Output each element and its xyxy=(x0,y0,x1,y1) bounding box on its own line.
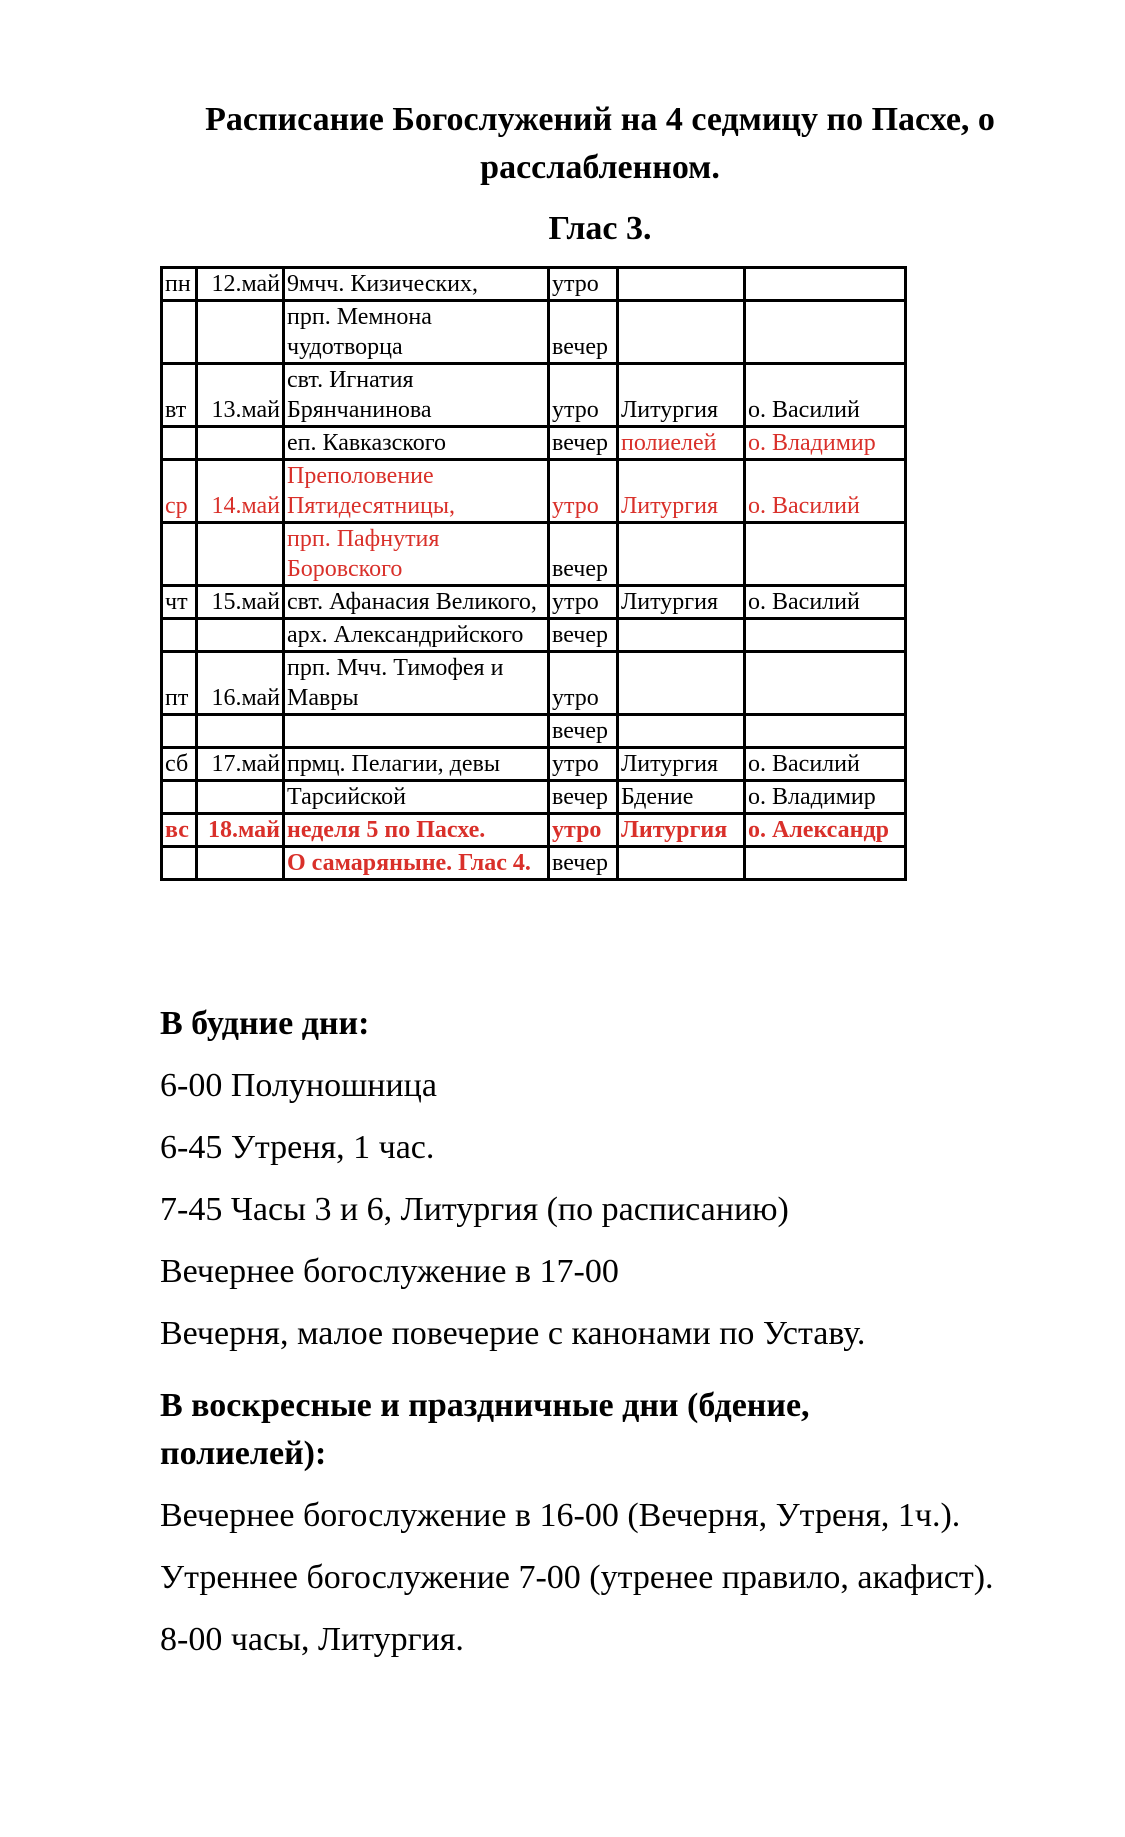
page-title: Расписание Богослужений на 4 седмицу по Пасхе, о расслабленном. xyxy=(205,101,995,186)
table-row xyxy=(162,268,906,301)
date-cell: 18.май xyxy=(197,814,284,847)
priest-cell xyxy=(745,301,906,364)
day-cell: вс xyxy=(162,814,197,847)
weekday-schedule xyxy=(160,1000,1040,1372)
date-cell xyxy=(197,715,284,748)
day-cell: сб xyxy=(162,748,197,781)
date-cell xyxy=(197,523,284,586)
table-row xyxy=(162,652,906,715)
date-cell xyxy=(197,301,284,364)
time-of-day-cell: вечер xyxy=(549,619,618,652)
priest-cell: о. Василий xyxy=(745,748,906,781)
table-row xyxy=(162,523,906,586)
day-cell xyxy=(162,523,197,586)
holiday-line: 8-00 часы, Литургия. xyxy=(160,1621,464,1658)
description-cell: 9мчч. Кизических, xyxy=(284,268,549,301)
time-of-day-cell: вечер xyxy=(549,523,618,586)
weekday-line: 7-45 Часы 3 и 6, Литургия (по расписанию) xyxy=(160,1191,789,1228)
description-cell: О самаряныне. Глас 4. xyxy=(284,847,549,880)
description-cell: Преполовение Пятидесятницы, xyxy=(284,460,549,523)
date-cell xyxy=(197,781,284,814)
description-cell: еп. Кавказского xyxy=(284,427,549,460)
time-of-day-cell: вечер xyxy=(549,427,618,460)
priest-cell xyxy=(745,652,906,715)
time-of-day-cell: утро xyxy=(549,586,618,619)
service-cell xyxy=(618,847,745,880)
description-cell: прмц. Пелагии, девы xyxy=(284,748,549,781)
time-of-day-cell: утро xyxy=(549,460,618,523)
service-cell xyxy=(618,715,745,748)
day-cell xyxy=(162,715,197,748)
service-cell: Литургия xyxy=(618,814,745,847)
priest-cell: о. Александр xyxy=(745,814,906,847)
day-cell: вт xyxy=(162,364,197,427)
table-row xyxy=(162,301,906,364)
table-row xyxy=(162,619,906,652)
table-row xyxy=(162,847,906,880)
time-of-day-cell: утро xyxy=(549,814,618,847)
service-cell: Литургия xyxy=(618,460,745,523)
date-cell: 17.май xyxy=(197,748,284,781)
description-cell: арх. Александрийского xyxy=(284,619,549,652)
service-cell xyxy=(618,268,745,301)
priest-cell xyxy=(745,619,906,652)
table-row xyxy=(162,814,906,847)
table-row xyxy=(162,364,906,427)
holiday-line: Утреннее богослужение 7-00 (утренее правило, акафист). xyxy=(160,1559,994,1596)
priest-cell: о. Владимир xyxy=(745,427,906,460)
service-cell xyxy=(618,301,745,364)
description-cell: прп. Мчч. Тимофея и Мавры xyxy=(284,652,549,715)
holiday-heading: В воскресные и праздничные дни (бдение, полиелей): xyxy=(160,1387,810,1472)
time-of-day-cell: вечер xyxy=(549,781,618,814)
priest-cell: о. Владимир xyxy=(745,781,906,814)
time-of-day-cell: вечер xyxy=(549,847,618,880)
time-of-day-cell: утро xyxy=(549,268,618,301)
priest-cell xyxy=(745,268,906,301)
priest-cell xyxy=(745,847,906,880)
day-cell xyxy=(162,619,197,652)
date-cell: 12.май xyxy=(197,268,284,301)
day-cell: пн xyxy=(162,268,197,301)
day-cell xyxy=(162,847,197,880)
weekday-line: 6-45 Утреня, 1 час. xyxy=(160,1129,435,1166)
table-row xyxy=(162,781,906,814)
weekday-line: Вечернее богослужение в 17-00 xyxy=(160,1253,619,1290)
description-cell: свт. Игнатия Брянчанинова xyxy=(284,364,549,427)
time-of-day-cell: вечер xyxy=(549,715,618,748)
priest-cell xyxy=(745,715,906,748)
weekday-line: 6-00 Полуношница xyxy=(160,1067,437,1104)
service-cell xyxy=(618,523,745,586)
description-cell: прп. Мемнона чудотворца xyxy=(284,301,549,364)
description-cell: прп. Пафнутия Боровского xyxy=(284,523,549,586)
date-cell: 15.май xyxy=(197,586,284,619)
time-of-day-cell: утро xyxy=(549,364,618,427)
day-cell: ср xyxy=(162,460,197,523)
day-cell xyxy=(162,781,197,814)
schedule-table xyxy=(160,266,907,881)
weekday-line: Вечерня, малое повечерие с канонами по Уставу. xyxy=(160,1315,866,1352)
table-row xyxy=(162,586,906,619)
date-cell xyxy=(197,427,284,460)
day-cell: пт xyxy=(162,652,197,715)
day-cell: чт xyxy=(162,586,197,619)
date-cell: 13.май xyxy=(197,364,284,427)
table-row xyxy=(162,460,906,523)
description-cell: неделя 5 по Пасхе. xyxy=(284,814,549,847)
description-cell xyxy=(284,715,549,748)
service-cell xyxy=(618,619,745,652)
date-cell: 14.май xyxy=(197,460,284,523)
weekday-heading: В будние дни: xyxy=(160,1005,370,1042)
priest-cell xyxy=(745,523,906,586)
time-of-day-cell: утро xyxy=(549,652,618,715)
service-cell: полиелей xyxy=(618,427,745,460)
service-cell: Литургия xyxy=(618,364,745,427)
service-cell: Литургия xyxy=(618,586,745,619)
description-cell: Тарсийской xyxy=(284,781,549,814)
table-row xyxy=(162,427,906,460)
time-of-day-cell: утро xyxy=(549,748,618,781)
day-cell xyxy=(162,301,197,364)
glas-subtitle: Глас 3. xyxy=(548,210,652,247)
priest-cell: о. Василий xyxy=(745,586,906,619)
service-cell: Литургия xyxy=(618,748,745,781)
description-cell: свт. Афанасия Великого, xyxy=(284,586,549,619)
priest-cell: о. Василий xyxy=(745,460,906,523)
day-cell xyxy=(162,427,197,460)
date-cell: 16.май xyxy=(197,652,284,715)
time-of-day-cell: вечер xyxy=(549,301,618,364)
holiday-line: Вечернее богослужение в 16-00 (Вечерня, Утреня, 1ч.). xyxy=(160,1497,961,1534)
date-cell xyxy=(197,619,284,652)
holiday-schedule xyxy=(160,1382,1040,1678)
date-cell xyxy=(197,847,284,880)
priest-cell: о. Василий xyxy=(745,364,906,427)
table-row xyxy=(162,748,906,781)
service-cell xyxy=(618,652,745,715)
table-row xyxy=(162,715,906,748)
service-cell: Бдение xyxy=(618,781,745,814)
